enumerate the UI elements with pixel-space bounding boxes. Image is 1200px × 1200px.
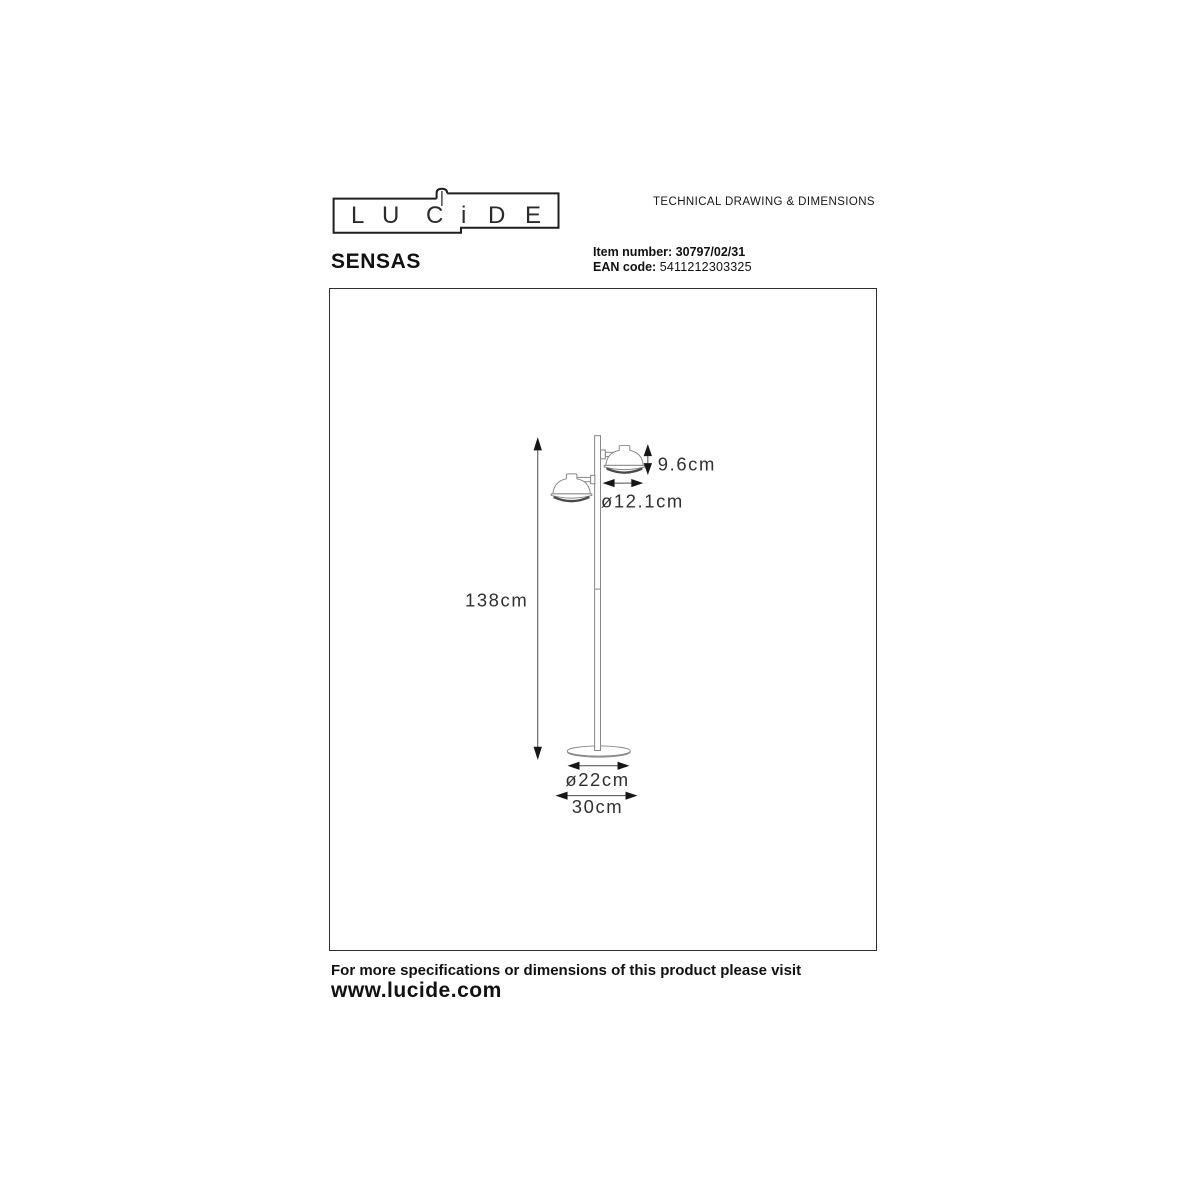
document-title: TECHNICAL DRAWING & DIMENSIONS xyxy=(653,196,875,208)
logo-letter: D xyxy=(488,202,506,229)
footer-note: For more specifications or dimensions of this product please visit xyxy=(331,962,802,979)
right-shade xyxy=(604,445,645,472)
logo-letter: E xyxy=(525,202,542,229)
dim-label-shade-height: 9.6cm xyxy=(657,453,716,475)
drawing-frame xyxy=(329,288,877,951)
dim-shade-diameter xyxy=(601,479,684,511)
item-number-row xyxy=(593,245,752,260)
dim-base-diameter xyxy=(565,762,629,790)
logo-letter: i xyxy=(461,202,467,229)
ean-value: 5411212303325 xyxy=(659,259,752,274)
technical-drawing xyxy=(330,289,876,950)
arrow-left-icon xyxy=(603,479,615,487)
logo-letter: C xyxy=(426,202,444,229)
item-number-value: 30797/02/31 xyxy=(675,245,746,259)
dim-shade-height xyxy=(644,444,716,475)
lucide-logo xyxy=(328,184,564,238)
dim-lamp-height xyxy=(465,437,542,760)
ean-row xyxy=(593,260,752,275)
product-meta xyxy=(593,245,752,274)
arrow-right-icon xyxy=(631,479,643,487)
arrow-right-icon xyxy=(626,792,638,800)
dim-label-total-width: 30cm xyxy=(571,795,624,817)
arrow-up-icon xyxy=(644,444,652,456)
dim-label-lamp-height: 138cm xyxy=(465,589,529,611)
arrow-up-icon xyxy=(534,437,542,450)
arrow-down-icon xyxy=(644,463,652,475)
logo-letter: U xyxy=(382,202,400,229)
dim-label-base-diameter: ø22cm xyxy=(565,768,630,790)
footer-website: www.lucide.com xyxy=(331,979,502,1002)
ean-label: EAN code: xyxy=(593,259,657,274)
arrow-down-icon xyxy=(534,747,542,760)
product-name: SENSAS xyxy=(331,250,421,273)
item-number-label: Item number: xyxy=(593,245,673,259)
logo-letter: L xyxy=(351,202,365,229)
dim-total-width xyxy=(556,792,638,817)
lamp-pole xyxy=(595,436,601,751)
arrow-left-icon xyxy=(556,792,568,800)
dim-label-shade-diameter: ø12.1cm xyxy=(601,490,684,512)
